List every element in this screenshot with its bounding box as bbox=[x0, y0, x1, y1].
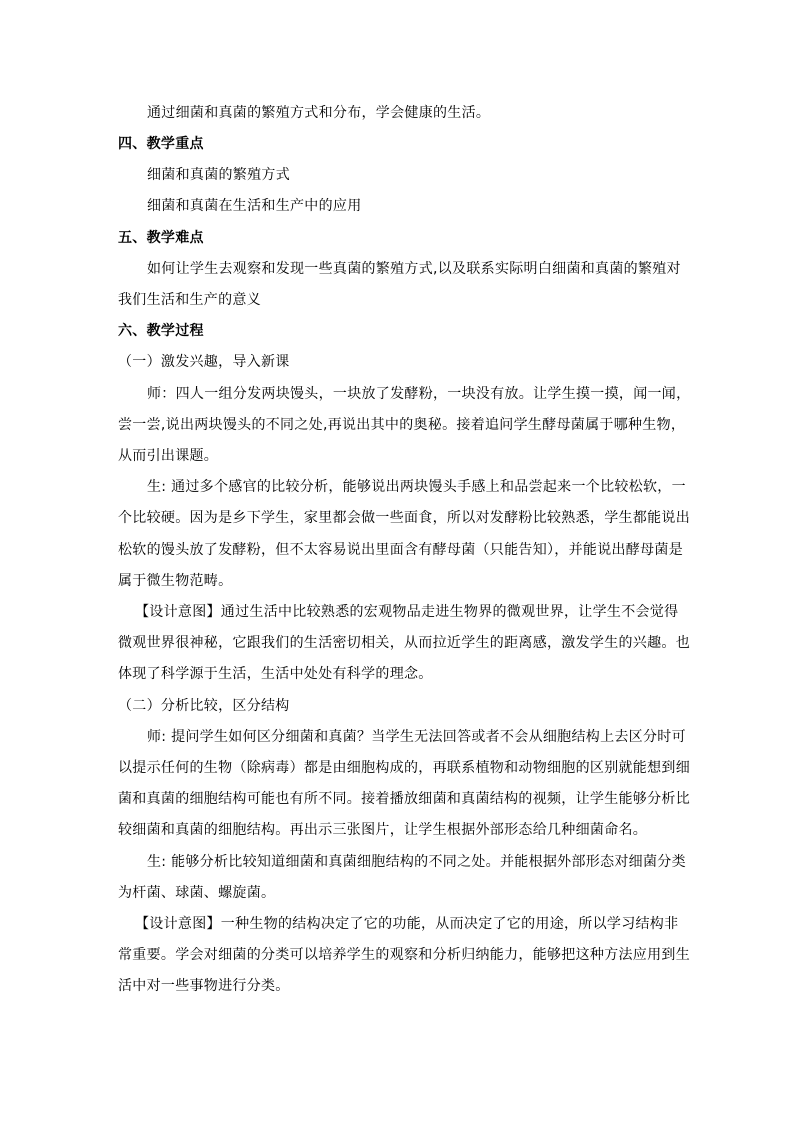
paragraph-line: 师：四人一组分发两块馒头，一块放了发酵粉，一块没有放。让学生摸一摸，闻一闻， bbox=[147, 386, 691, 402]
paragraph-line: 属于微生物范畴。 bbox=[118, 573, 233, 589]
paragraph-line: 细菌和真菌的繁殖方式 bbox=[147, 167, 290, 183]
paragraph-line: 生: 能够分析比较知道细菌和真菌细胞结构的不同之处。并能根据外部形态对细菌分类 bbox=[147, 854, 686, 870]
paragraph-line: 师: 提问学生如何区分细菌和真菌？当学生无法回答或者不会从细胞结构上去区分时可 bbox=[147, 729, 686, 745]
paragraph-line: 细菌和真菌在生活和生产中的应用 bbox=[147, 198, 362, 214]
paragraph-line: 通过细菌和真菌的繁殖方式和分布，学会健康的生活。 bbox=[147, 105, 491, 121]
paragraph-line: 从而引出课题。 bbox=[118, 448, 219, 464]
paragraph-line: 为杆菌、球菌、螺旋菌。 bbox=[118, 885, 276, 901]
paragraph-line: 尝一尝,说出两块馒头的不同之处,再说出其中的奥秘。接着追问学生酵母菌属于哪种生物， bbox=[118, 417, 686, 433]
paragraph-line: 以提示任何的生物（除病毒）都是由细胞构成的，再联系植物和动物细胞的区别就能想到细 bbox=[118, 760, 690, 776]
paragraph-line: 菌和真菌的细胞结构可能也有所不同。接着播放细菌和真菌结构的视频，让学生能够分析比 bbox=[118, 791, 690, 807]
section-heading: 五、教学难点 bbox=[118, 230, 204, 246]
paragraph-line: 体现了科学源于生活，生活中处处有科学的理念。 bbox=[118, 666, 433, 682]
paragraph-line: 【设计意图】通过生活中比较熟悉的宏观物品走进生物界的微观世界，让学生不会觉得 bbox=[135, 604, 679, 620]
subsection-heading: （二）分析比较，区分结构 bbox=[118, 698, 290, 714]
section-heading: 四、教学重点 bbox=[118, 136, 204, 152]
paragraph-line: 松软的馒头放了发酵粉，但不太容易说出里面含有酵母菌（只能告知），并能说出酵母菌是 bbox=[118, 542, 683, 558]
paragraph-line: 我们生活和生产的意义 bbox=[118, 292, 261, 308]
section-heading: 六、教学过程 bbox=[118, 323, 204, 339]
subsection-heading: （一）激发兴趣，导入新课 bbox=[118, 354, 290, 370]
paragraph-line: 微观世界很神秘，它跟我们的生活密切相关，从而拉近学生的距离感，激发学生的兴趣。也 bbox=[118, 635, 690, 651]
paragraph-line: 【设计意图】一种生物的结构决定了它的功能，从而决定了它的用途，所以学习结构非 bbox=[135, 916, 679, 932]
paragraph-line: 生: 通过多个感官的比较分析，能够说出两块馒头手感上和品尝起来一个比较松软，一 bbox=[147, 479, 686, 495]
paragraph-line: 个比较硬。因为是乡下学生，家里都会做一些面食，所以对发酵粉比较熟悉，学生都能说出 bbox=[118, 510, 690, 526]
paragraph-line: 如何让学生去观察和发现一些真菌的繁殖方式,以及联系实际明白细菌和真菌的繁殖对 bbox=[147, 261, 681, 277]
paragraph-line: 活中对一些事物进行分类。 bbox=[118, 978, 290, 994]
paragraph-line: 常重要。学会对细菌的分类可以培养学生的观察和分析归纳能力，能够把这种方法应用到生 bbox=[118, 947, 690, 963]
paragraph-line: 较细菌和真菌的细胞结构。再出示三张图片，让学生根据外部形态给几种细菌命名。 bbox=[118, 822, 648, 838]
